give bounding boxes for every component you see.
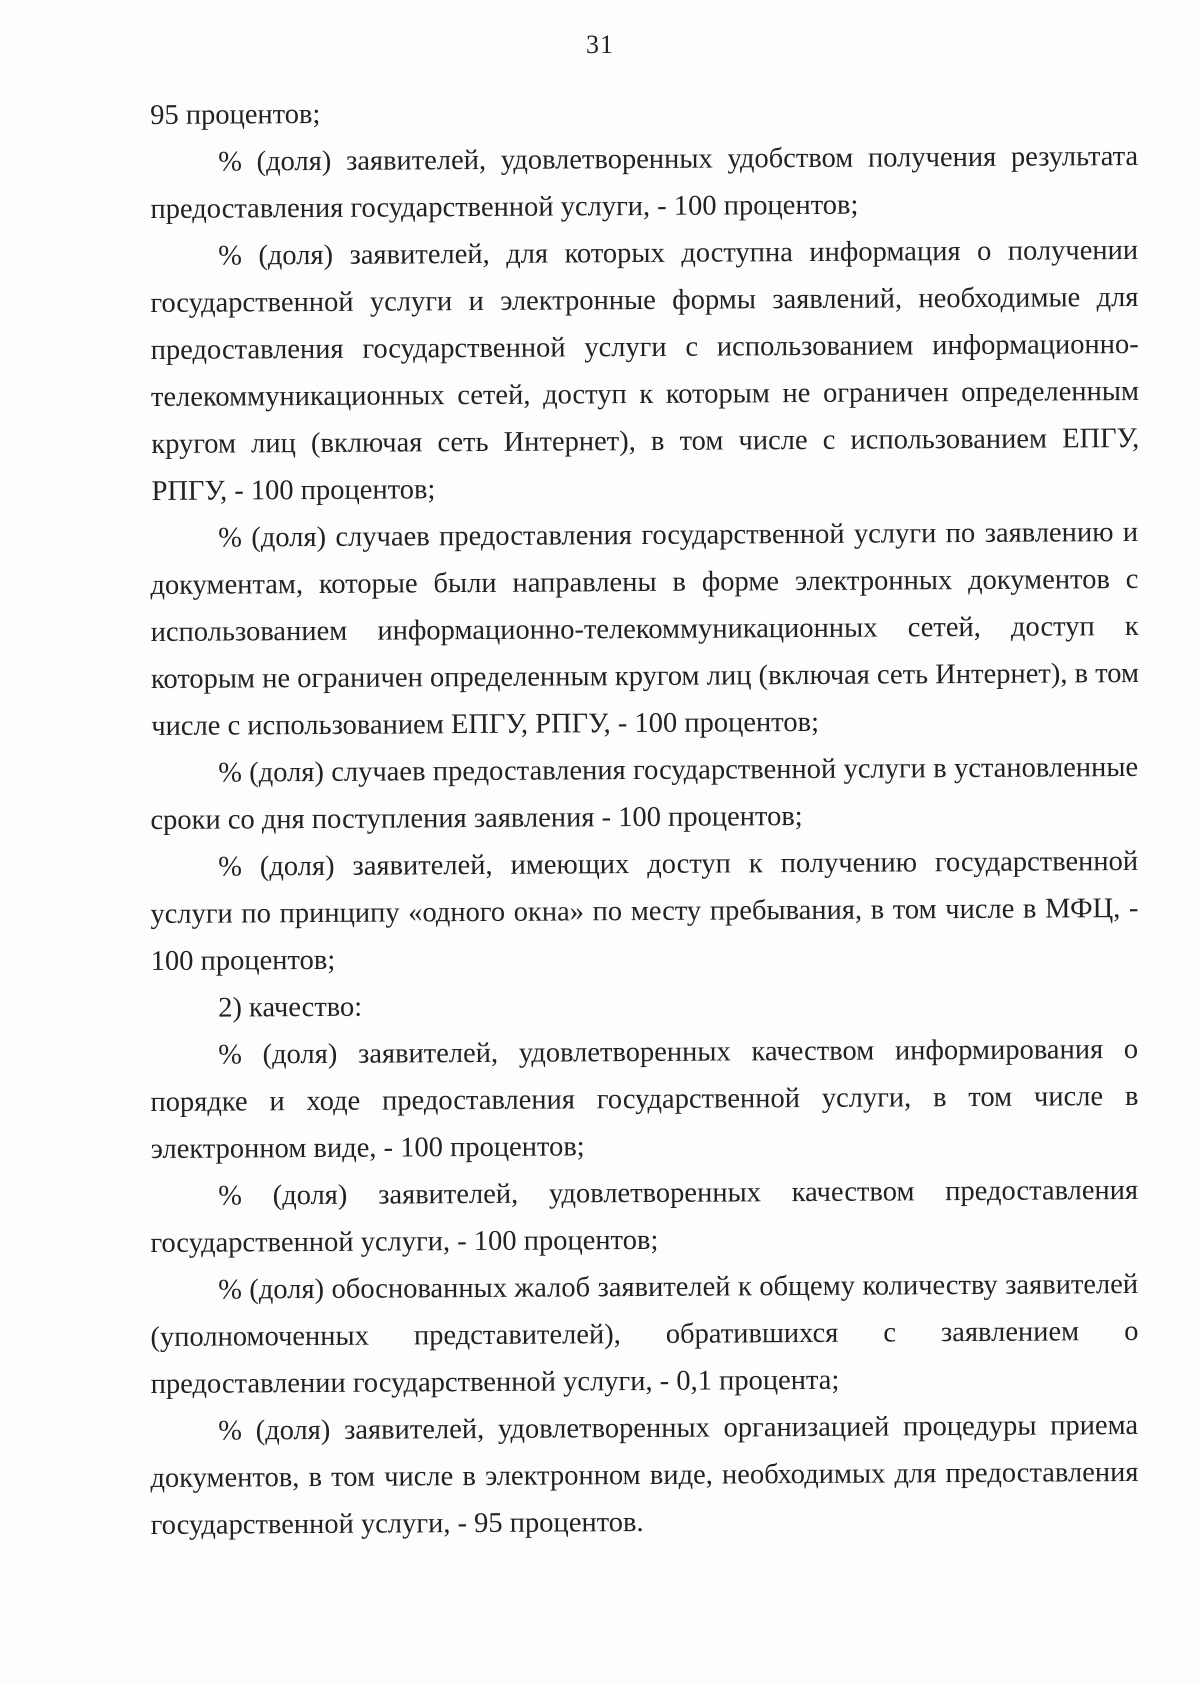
paragraph-4: % (доля) случаев предоставления государственной услуги по заявлению и документам, которые были направлены в форме электронных документов с использованием информационно-телекоммуникационных сетей, доступ к которым не ограничен определенным кругом лиц (включая сеть Интернет), в том числе с использованием ЕПГУ, РПГУ, - 100 процентов; [150, 516, 1140, 742]
document-body [150, 92, 1138, 1549]
paragraph-11: % (доля) заявителей, удовлетворенных организацией процедуры приема документов, в том числе в электронном виде, необходимых для предоставления государственной услуги, - 95 процентов. [150, 1409, 1139, 1541]
paragraph-9: % (доля) заявителей, удовлетворенных качеством предоставления государственной услуги, - 100 процентов; [150, 1174, 1139, 1259]
paragraph-10: % (доля) обоснованных жалоб заявителей к общему количеству заявителей (уполномоченных представителей), обратившихся с заявлением о предоставлении государственной услуги, - 0,1 процента; [150, 1268, 1139, 1400]
paragraph-7: 2) качество: [218, 991, 363, 1024]
paragraph-6: % (доля) заявителей, имеющих доступ к получению государственной услуги по принципу «одного окна» по месту пребывания, в том числе в МФЦ, - 100 процентов; [150, 845, 1139, 977]
paragraph-2: % (доля) заявителей, удовлетворенных удобством получения результата предоставления государственной услуги, - 100 процентов; [150, 140, 1139, 225]
page-number: 31 [586, 30, 614, 59]
paragraph-8: % (доля) заявителей, удовлетворенных качеством информирования о порядке и ходе предоставления государственной услуги, в том числе в электронном виде, - 100 процентов; [150, 1033, 1139, 1165]
paragraph-3: % (доля) заявителей, для которых доступна информация о получении государственной услуги и электронные формы заявлений, необходимые для предоставления государственной услуги с использованием информационно-телекоммуникационных сетей, доступ к которым не ограничен определенным кругом лиц (включая сеть Интернет), в том числе с использованием ЕПГУ, РПГУ, - 100 процентов; [150, 234, 1140, 507]
paragraph-5: % (доля) случаев предоставления государственной услуги в установленные сроки со дня поступления заявления - 100 процентов; [150, 751, 1139, 836]
paragraph-1: 95 процентов; [150, 98, 321, 131]
